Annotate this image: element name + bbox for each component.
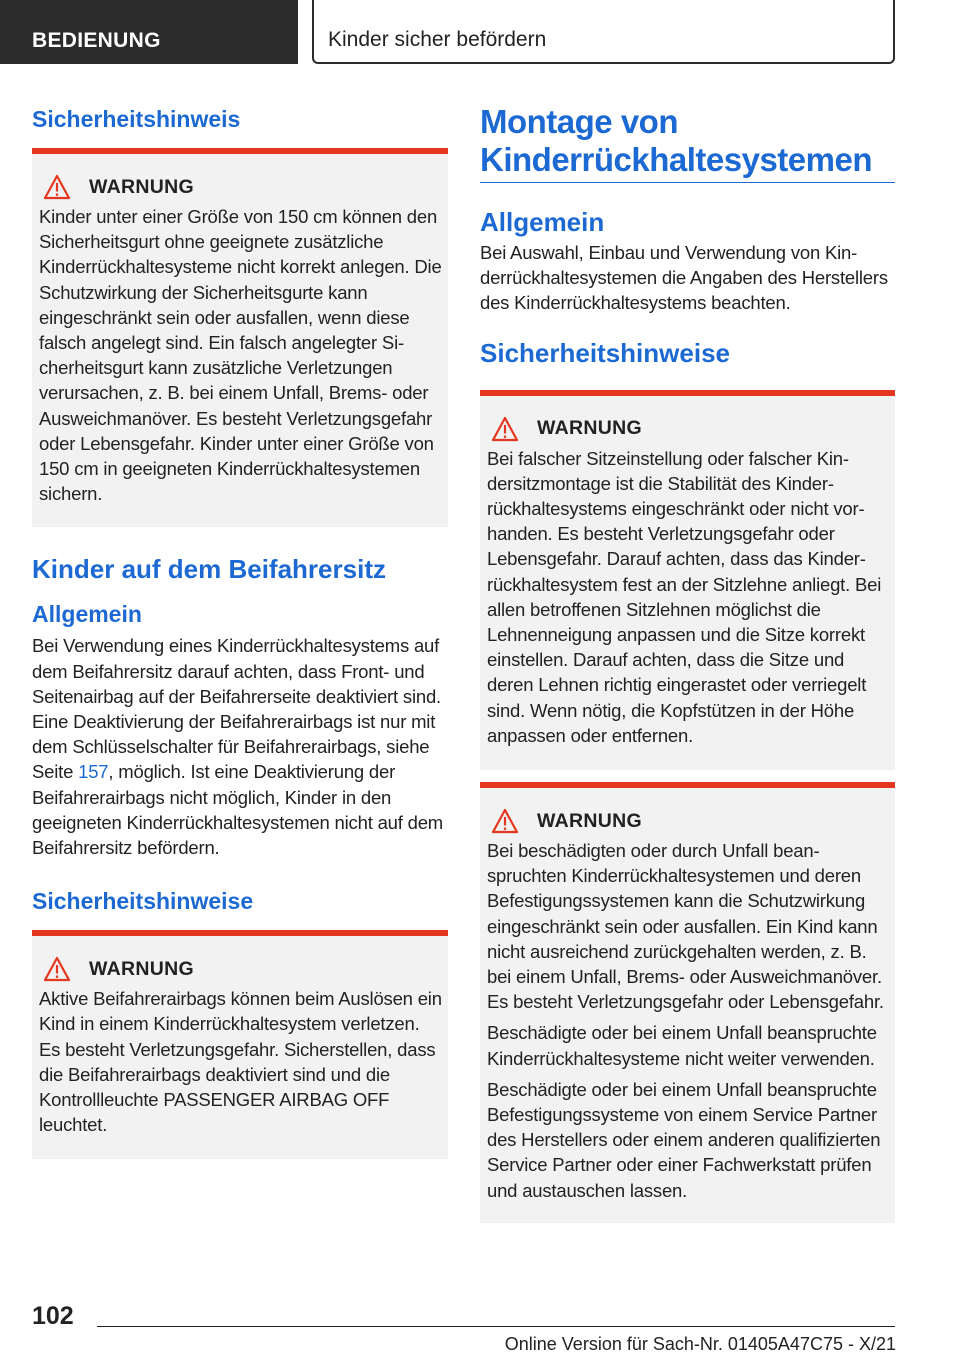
warning-text: Bei falscher Sitzeinstellung oder falscher Kindersitzmontage ist die Stabilität des Kinderrückhaltesystems eingeschränkt oder nicht vorhanden. Es besteht Verletzungsgefahr oder Lebensgefahr. Darauf achten, dass das Kinderrückhaltesystem fest an der Sitzlehne anliegt. Bei allen betroffenen Sitzlehnen möglichst die Lehnenneigung anpassen und die Sitze korrekt einstellen. Darauf achten, dass die Sitze und deren Lehnen richtig eingerastet oder verriegelt sind. Wenn nötig, die Kopfstützen in der Höhe anpassen oder entfernen.: [487, 447, 882, 746]
warning-text: Bei beschädigten oder durch Unfall beanspruchten Kinderrückhaltesystemen und deren Befestigungssystemen kann die Schutzwirkung eingeschränkt sein oder ausfallen. Ein Kind kann nicht ausreichend zurückgehalten werden, z. B. bei einem Unfall, Brems- oder Ausweichmanöver. Es besteht Verletzungsgefahr oder Lebensgefahr.: [487, 840, 884, 1013]
heading-safety-notes: Sicherheitshinweise: [32, 888, 254, 915]
warning-box-belt: [32, 148, 448, 527]
warning-text: Kinder unter einer Größe von 150 cm können den Sicherheitsgurt ohne geeignete zusätzliche Kinderrückhaltesysteme nicht korrekt anlegen. Die Schutzwirkung der Sicherheitsgurte kann eingeschränkt sein oder ausfallen, wenn diese falsch angelegt sind. Ein falsch angelegter Sicherheitsgurt kann zusätzliche Verletzungen verursachen, z. B. bei einem Unfall, Brems- oder Ausweichmanöver. Es besteht Verletzungsgefahr oder Lebensgefahr. Kinder unter einer Größe von 150 cm in geeigneten Kinderrückhaltesystemen sichern.: [39, 206, 442, 505]
warning-box-seat-setting: [480, 390, 895, 770]
warning-header: [39, 956, 442, 982]
page-reference-link[interactable]: 157: [78, 761, 109, 783]
warning-label: WARNUNG: [537, 809, 643, 832]
page-number: 102: [32, 1302, 74, 1330]
footer-divider: [97, 1326, 895, 1327]
chapter-title: Kinder sicher befördern: [328, 28, 547, 51]
warning-triangle-icon: [491, 416, 519, 442]
right-column: [480, 100, 895, 1223]
general-text-end: , möglich. Ist eine Deaktivierung der Beifahrerairbags nicht möglich, Kinder in den geeigneten Kinderrückhaltesystemen nicht auf dem Beifahrersitz befördern.: [32, 761, 444, 859]
header-section-tab: [0, 0, 298, 64]
warning-text: Aktive Beifahrerairbags können beim Auslösen ein Kind in einem Kinderrückhaltesystem verletzen. Es besteht Verletzungsgefahr. Sicherstellen, dass die Beifahrerairbags deaktiviert sind und die Kontrollleuchte PASSENGER AIRBAG OFF leuchtet.: [39, 988, 442, 1136]
general-text-start: Bei Verwendung eines Kinderrückhaltesystems auf dem Beifahrersitz darauf achten, dass Front- und Seitenairbag auf der Beifahrerseite deaktiviert sind. Eine Deaktivierung der Beifahrerairbags ist nur mit dem Schlüsselschalter für Beifahrerairbags, siehe Seite: [32, 635, 441, 783]
warning-box-airbag: [32, 930, 448, 1159]
heading-safety-notes: Sicherheitshinweise: [480, 337, 730, 368]
warning-label: WARNUNG: [537, 417, 643, 440]
footer-version-text: Online Version für Sach-Nr. 01405A47C75 - X/21: [504, 1334, 896, 1354]
warning-triangle-icon: [43, 956, 71, 982]
heading-passenger-seat: Kinder auf dem Beifahrersitz: [32, 554, 386, 585]
warning-triangle-icon: [43, 174, 71, 200]
heading-general: Allgemein: [480, 207, 605, 237]
warning-header: [487, 808, 889, 834]
warning-triangle-icon: [491, 808, 519, 834]
heading-general: Allgemein: [32, 601, 142, 628]
warning-header: [39, 174, 442, 200]
warning-box-damaged-systems: [480, 782, 895, 1223]
general-paragraph: Bei Auswahl, Einbau und Verwendung von Kinderrückhaltesystemen die Angaben des Herstellers des Kinderrückhaltesystems beachten.: [480, 242, 888, 314]
left-column: [32, 100, 448, 1159]
warning-text: Beschädigte oder bei einem Unfall beanspruchte Kinderrückhaltesysteme nicht weiter verwenden.: [487, 1022, 877, 1069]
heading-safety-note: Sicherheitshinweis: [32, 106, 241, 132]
header-chapter-tab: [312, 0, 895, 64]
heading-installation: Montage von Kinderrückhaltesystemen: [480, 103, 895, 183]
warning-label: WARNUNG: [89, 175, 195, 198]
warning-text: Beschädigte oder bei einem Unfall beanspruchte Befestigungssysteme von einem Service Partner des Herstellers oder einem anderen qualifizierten Service Partner oder einer Fachwerkstatt prüfen und austauschen lassen.: [487, 1078, 881, 1201]
section-title: BEDIENUNG: [32, 29, 161, 52]
warning-label: WARNUNG: [89, 957, 195, 980]
general-paragraph: [32, 633, 448, 860]
warning-header: [487, 416, 889, 442]
